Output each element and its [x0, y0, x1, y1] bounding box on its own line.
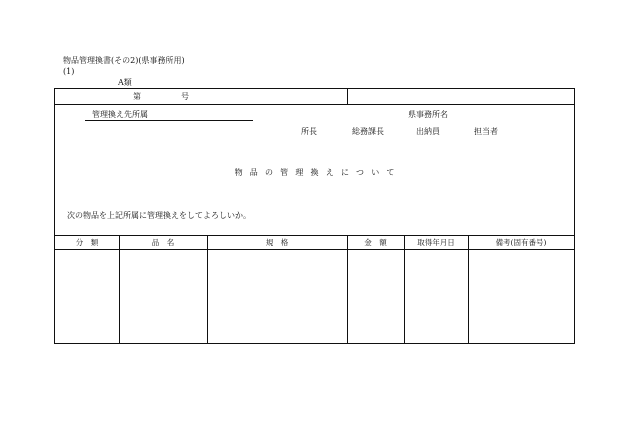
form-title: 物品管理換書(その2)(県事務所用)	[63, 56, 185, 65]
column-header-remarks: 備考(固有番号)	[495, 238, 547, 247]
role-cashier: 出納員	[416, 127, 440, 136]
role-general-affairs-chief: 総務課長	[352, 127, 384, 136]
table-column-divider	[119, 235, 120, 343]
transfer-destination-underline	[85, 120, 253, 121]
table-column-divider	[347, 235, 348, 343]
form-type-label: A類	[118, 78, 132, 87]
role-director: 所長	[301, 127, 317, 136]
header-column-divider	[347, 89, 348, 104]
request-text: 次の物品を上記所属に管理換えをしてよろしいか。	[67, 211, 251, 220]
form-frame	[54, 88, 575, 344]
form-number: (1)	[63, 67, 75, 76]
column-header-specification: 規 格	[265, 238, 289, 247]
table-top-border	[55, 235, 574, 236]
column-header-classification: 分 類	[75, 238, 99, 247]
table-column-divider	[468, 235, 469, 343]
transfer-destination-label: 管理換え先所属	[92, 110, 148, 119]
column-header-amount: 金 額	[364, 238, 387, 247]
role-person-in-charge: 担当者	[474, 127, 498, 136]
column-header-acquisition-date: 取得年月日	[417, 238, 455, 247]
number-label-dai: 第	[133, 92, 141, 101]
table-header-divider	[55, 249, 574, 250]
office-name-label: 県事務所名	[408, 110, 448, 119]
subject-line: 物品の管理換えについて	[234, 168, 402, 177]
column-header-item-name: 品 名	[151, 238, 175, 247]
table-column-divider	[404, 235, 405, 343]
header-row-divider	[55, 104, 574, 105]
table-column-divider	[207, 235, 208, 343]
number-label-gou: 号	[181, 92, 189, 101]
